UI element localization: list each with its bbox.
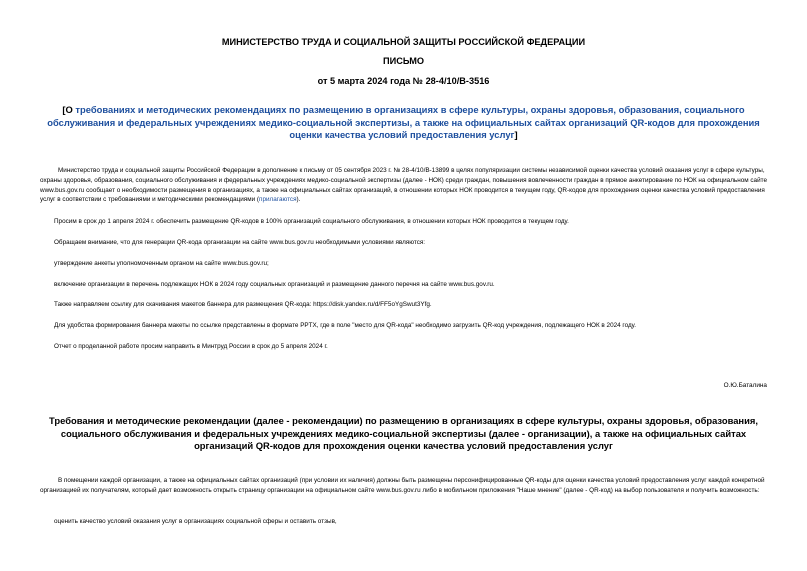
title-close-bracket: ] bbox=[514, 129, 518, 141]
section-paragraph-1: В помещении каждой организации, а также на официальных сайтах организаций (при условии их наличия) должны быть размещены персонифицированные QR-коды для оценки качества условий предоставления услуг каждой конкретной организацией их получателям, который дает возможность открыть страницу организации на официальном сайте www.bus.gov.ru либо в мобильном приложения "Наше мнение" (далее - QR-код) на выбор пользователя и получить возможность: bbox=[40, 477, 765, 494]
document-title bbox=[40, 104, 767, 142]
paragraph-1 bbox=[40, 166, 767, 205]
ministry-heading: МИНИСТЕРСТВО ТРУДА И СОЦИАЛЬНОЙ ЗАЩИТЫ РОССИЙСКОЙ ФЕДЕРАЦИИ bbox=[221, 37, 586, 47]
paragraph-5: включение организации в перечень подлежащих НОК в 2024 году социальных организаций и размещение данного перечня на сайте www.bus.gov.ru. bbox=[54, 281, 495, 288]
paragraph-8: Отчет о проделанной работе просим направить в Минтруд России в срок до 5 апреля 2024 г. bbox=[54, 343, 328, 350]
attachment-link[interactable]: прилагаются bbox=[259, 196, 297, 204]
paragraph-1-text: Министерство труда и социальной защиты Российской Федерации в дополнение к письму от 05 сентября 2023 г. № 28-4/10/В-13899 в целях популяризации системы независимой оценки качества условий оказания услуг в сфере культуры, охраны здоровья, образования, социального обслуживания и федеральных учреждениях медико-социальной экспертизы (далее - НОК) среди граждан, повышения вовлеченности граждан в прямое анкетирование по НОК на официальном сайте www.bus.gov.ru сообщает о необходимости размещения в организациях, а также на официальных сайтах организаций, в отношении которых НОК проводится в текущем году, QR-кодов для прохождения оценки качества условий предоставления услуг в соответствии с требованиями и методическими рекомендациями ( bbox=[40, 167, 767, 204]
section-title: Требования и методические рекомендации (далее - рекомендации) по размещению в организациях в сфере культуры, охраны здоровья, образования, социального обслуживания и федеральных учреждениях медико-социальной экспертизы (далее - организации), а также на официальных сайтах организаций QR-кодов для прохождения оценки качества условий предоставления услуг bbox=[49, 415, 758, 452]
paragraph-1-end: ). bbox=[296, 196, 301, 204]
paragraph-7: Для удобства формирования баннера макеты по ссылке представлены в формате PPTX, где в поле "место для QR-кода" необходимо загрузить QR-код учреждения, подлежащего НОК в 2024 году. bbox=[54, 322, 636, 329]
document-date-number: от 5 марта 2024 года № 28-4/10/В-3516 bbox=[317, 76, 490, 86]
paragraph-6: Также направляем ссылку для скачивания макетов баннера для размещения QR-кода: https://disk.yandex.ru/d/FF5oYgSwut3Yfg. bbox=[54, 301, 432, 308]
paragraph-4: утверждение анкеты уполномоченным органом на сайте www.bus.gov.ru; bbox=[54, 260, 269, 267]
document-type: ПИСЬМО bbox=[382, 56, 425, 66]
title-open-bracket: [О bbox=[62, 104, 76, 115]
section-paragraph-2: оценить качество условий оказания услуг в организациях социальной сферы и оставить отзыв, bbox=[54, 518, 337, 525]
paragraph-2: Просим в срок до 1 апреля 2024 г. обеспечить размещение QR-кодов в 100% организаций социального обслуживания, в отношении которых НОК проводится в текущем году. bbox=[54, 218, 569, 225]
paragraph-3: Обращаем внимание, что для генерации QR-кода организации на сайте www.bus.gov.ru необходимыми условиями являются: bbox=[54, 239, 426, 246]
title-link[interactable]: требованиях и методических рекомендациях по размещению в организациях в сфере культуры, охраны здоровья, образования, социального обслуживания и федеральных учреждениях медико-социальной экспертизы, а также на официальных сайтах организаций QR-кодов для прохождения оценки качества условий предоставления услуг bbox=[47, 104, 760, 141]
signature: О.Ю.Баталина bbox=[723, 382, 767, 389]
